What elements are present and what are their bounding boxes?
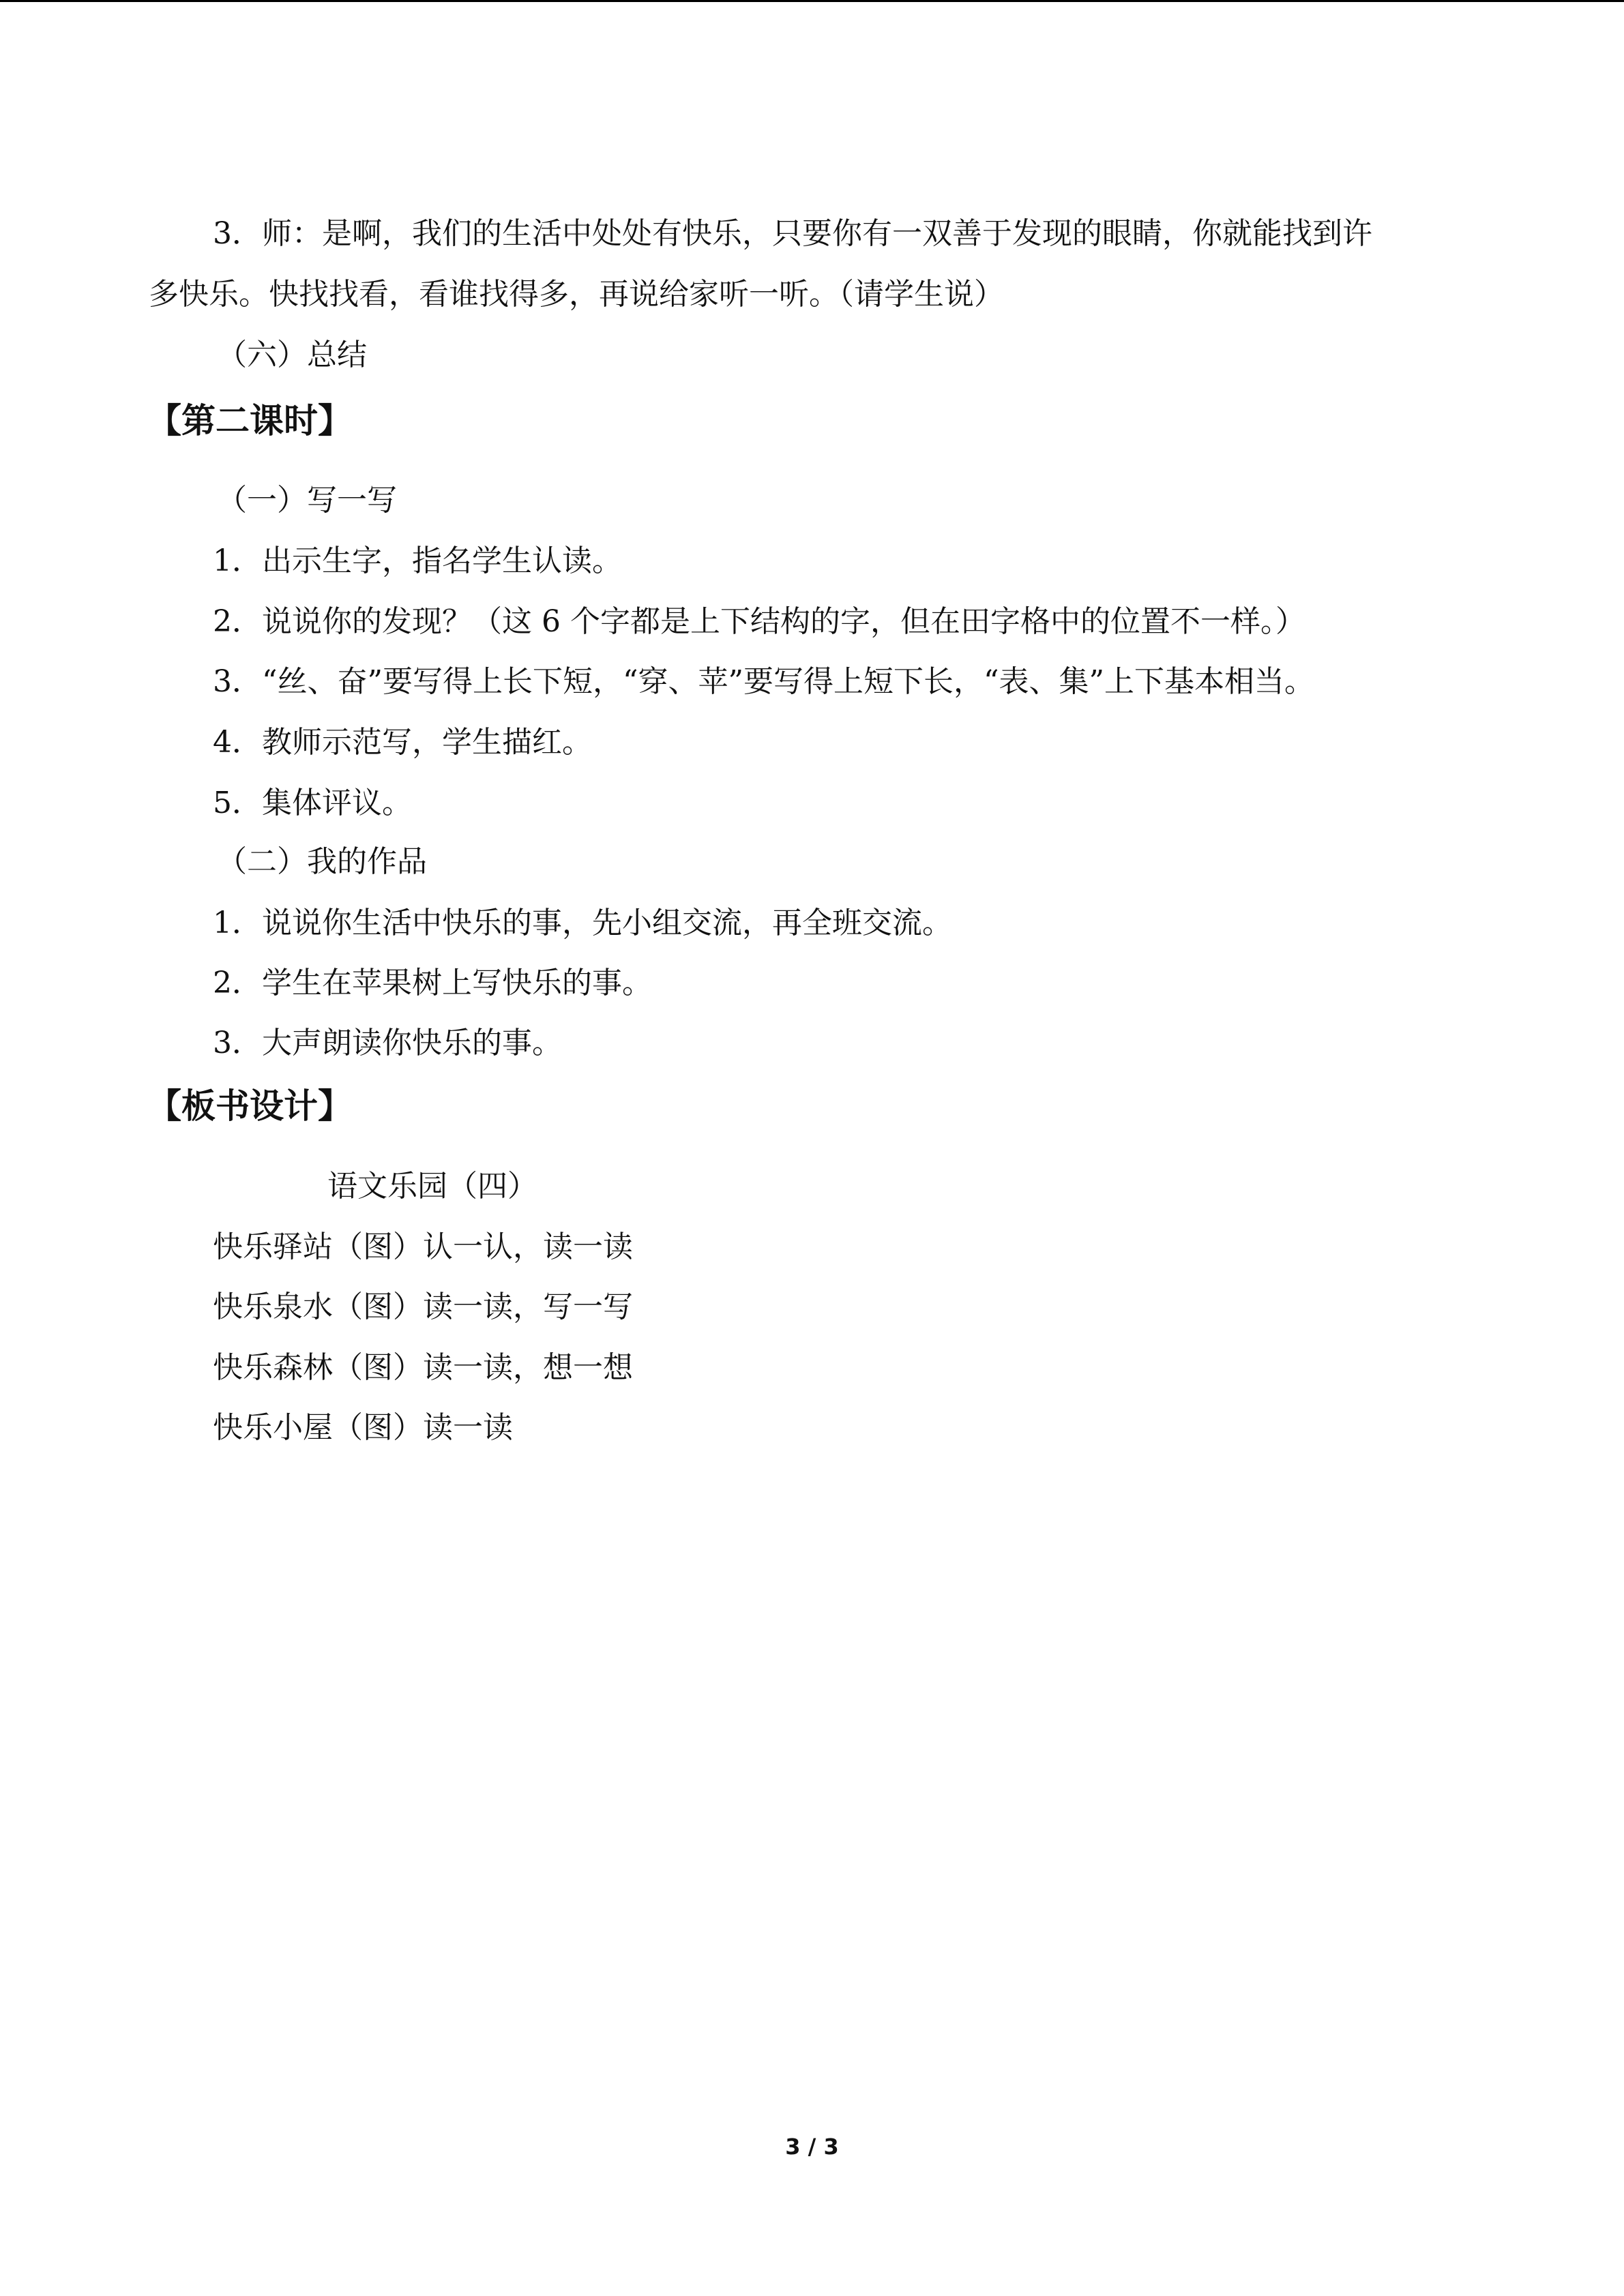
part2-item: 2．学生在苹果树上写快乐的事。 — [213, 966, 652, 1000]
board-line: 快乐小屋（图）读一读 — [213, 1410, 513, 1445]
board-line: 快乐驿站（图）认一认，读一读 — [213, 1229, 633, 1264]
summary-subheading: （六）总结 — [217, 338, 367, 372]
part1-item: 5．集体评议。 — [213, 786, 412, 820]
board-line: 快乐森林（图）读一读，想一想 — [213, 1350, 633, 1385]
intro-line-1: 3．师：是啊，我们的生活中处处有快乐，只要你有一双善于发现的眼睛，你就能找到许 — [213, 216, 1372, 251]
part1-item: 1．出示生字，指名学生认读。 — [213, 543, 622, 578]
board-line: 快乐泉水（图）读一读，写一写 — [213, 1289, 633, 1324]
part2-item: 1．说说你生活中快乐的事，先小组交流，再全班交流。 — [213, 906, 952, 940]
part1-item: 4．教师示范写，学生描红。 — [213, 725, 592, 760]
board-title: 语文乐园（四） — [327, 1169, 537, 1204]
lesson2-heading: 【第二课时】 — [147, 401, 352, 441]
board-heading: 【板书设计】 — [147, 1086, 352, 1126]
part1-item: 2．说说你的发现？（这 6 个字都是上下结构的字，但在田字格中的位置不一样。） — [213, 604, 1305, 639]
part2-title: （二）我的作品 — [217, 844, 427, 879]
top-border — [0, 0, 1624, 2]
intro-line-2: 多快乐。快找找看，看谁找得多，再说给家听一听。（请学生说） — [149, 277, 1004, 312]
page-number: 3 / 3 — [785, 2134, 839, 2160]
part1-item: 3．“丝、奋”要写得上长下短，“穿、苹”要写得上短下长，“表、集”上下基本相当。 — [213, 664, 1314, 699]
part2-item: 3．大声朗读你快乐的事。 — [213, 1026, 562, 1060]
part1-title: （一）写一写 — [217, 483, 397, 518]
